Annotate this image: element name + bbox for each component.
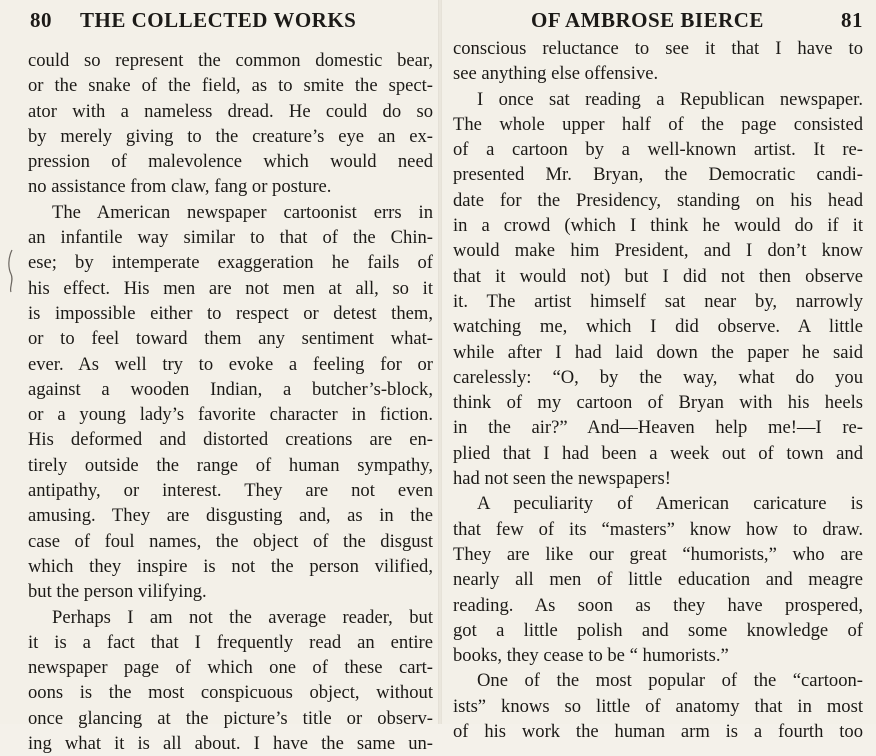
left-running-title: THE COLLECTED WORKS <box>80 8 357 32</box>
text-line: case of foul names, the object of the disgust <box>28 530 433 552</box>
text-line: His deformed and distorted creations are en- <box>28 429 433 451</box>
text-line: against a wooden Indian, a butcher’s-block, <box>28 378 433 400</box>
text-line: ator with a nameless dread. He could do so <box>28 100 433 122</box>
text-line: ists” knows so little of anatomy that in most <box>453 695 863 717</box>
text-line: ese; by intemperate exaggeration he fails of <box>28 252 433 274</box>
text-line: in a crowd (which I think he would do if it <box>453 215 863 237</box>
text-line: could so represent the common domestic bear, <box>28 50 433 71</box>
text-line: while after I had laid down the paper he said <box>453 341 863 363</box>
margin-pencil-mark <box>6 248 16 294</box>
text-line: ing what it is all about. I have the same un- <box>28 733 433 755</box>
text-line: by merely giving to the creature’s eye an ex- <box>28 125 433 147</box>
text-line: amusing. They are disgusting and, as in the <box>28 505 433 527</box>
right-page <box>453 0 863 743</box>
text-line: antipathy, or interest. They are not even <box>28 480 433 502</box>
text-line: or to feel toward them any sentiment what- <box>28 328 433 350</box>
text-line: think of my cartoon of Bryan with his heels <box>453 392 863 414</box>
text-line: or a young lady’s favorite character in fiction. <box>28 404 433 426</box>
left-page-text <box>28 48 433 756</box>
text-line: oons is the most conspicuous object, without <box>28 682 433 704</box>
text-line: I once sat reading a Republican newspaper. <box>477 88 863 110</box>
text-line: watching me, which I did observe. A little <box>453 316 863 338</box>
text-line: no assistance from claw, fang or posture. <box>28 176 332 198</box>
right-running-head <box>453 8 863 38</box>
text-line: pression of malevolence which would need <box>28 151 433 173</box>
text-line: of his work the human arm is a fourth too <box>453 721 863 743</box>
left-page-number: 80 <box>30 8 52 32</box>
text-line: it is a fact that I frequently read an entire <box>28 631 433 653</box>
text-line: The American newspaper cartoonist errs in <box>52 201 433 223</box>
text-line: tirely outside the range of human sympathy, <box>28 454 433 476</box>
text-line: his effect. His men are not men at all, so it <box>28 277 433 299</box>
text-line: date for the Presidency, standing on his head <box>453 189 863 211</box>
text-line: They are like our great “humorists,” who are <box>453 543 863 565</box>
text-line: had not seen the newspapers! <box>453 468 671 490</box>
left-page <box>28 0 433 755</box>
book-gutter <box>438 0 442 724</box>
text-line: One of the most popular of the “cartoon- <box>477 670 863 692</box>
text-line: got a little polish and some knowledge of <box>453 619 863 641</box>
text-line: it. The artist himself sat near by, narrowly <box>453 290 863 312</box>
text-line: see anything else offensive. <box>453 63 659 85</box>
text-line: The whole upper half of the page consisted <box>453 113 863 135</box>
text-line: or the snake of the field, as to smite the spect- <box>28 75 433 97</box>
text-line: newspaper page of which one of these cart- <box>28 657 433 679</box>
text-line: nearly all men of little education and meagre <box>453 569 863 591</box>
text-line: Perhaps I am not the average reader, but <box>52 606 433 628</box>
text-line: but the person vilifying. <box>28 581 207 603</box>
text-line: reading. As soon as they have prospered, <box>453 594 863 616</box>
text-line: that it would not) but I did not then observe <box>453 265 863 287</box>
text-line: ever. As well try to evoke a feeling for or <box>28 353 433 375</box>
right-page-text <box>453 36 863 744</box>
text-line: in the air?” And—Heaven help me!—I re- <box>453 417 863 439</box>
text-line: which they inspire is not the person vilified, <box>28 555 433 577</box>
text-line: books, they cease to be “ humorists.” <box>453 645 729 667</box>
text-line: would make him President, and I don’t know <box>453 240 863 262</box>
text-line: A peculiarity of American caricature is <box>477 493 863 515</box>
text-line: of a cartoon by a well-known artist. It re- <box>453 139 863 161</box>
text-line: carelessly: “O, by the way, what do you <box>453 366 863 388</box>
text-line: presented Mr. Bryan, the Democratic candi- <box>453 164 863 186</box>
text-line: once glancing at the picture’s title or observ- <box>28 707 433 729</box>
text-line: that few of its “masters” know how to draw. <box>453 518 863 540</box>
right-page-number: 81 <box>841 8 863 32</box>
text-line: plied that I had been a week out of town and <box>453 442 863 464</box>
text-line: an infantile way similar to that of the Chin- <box>28 227 433 249</box>
text-line: is impossible either to respect or detest them, <box>28 302 433 324</box>
text-line: conscious reluctance to see it that I have to <box>453 38 863 59</box>
right-running-title: OF AMBROSE BIERCE <box>531 8 764 32</box>
left-running-head <box>28 8 433 38</box>
